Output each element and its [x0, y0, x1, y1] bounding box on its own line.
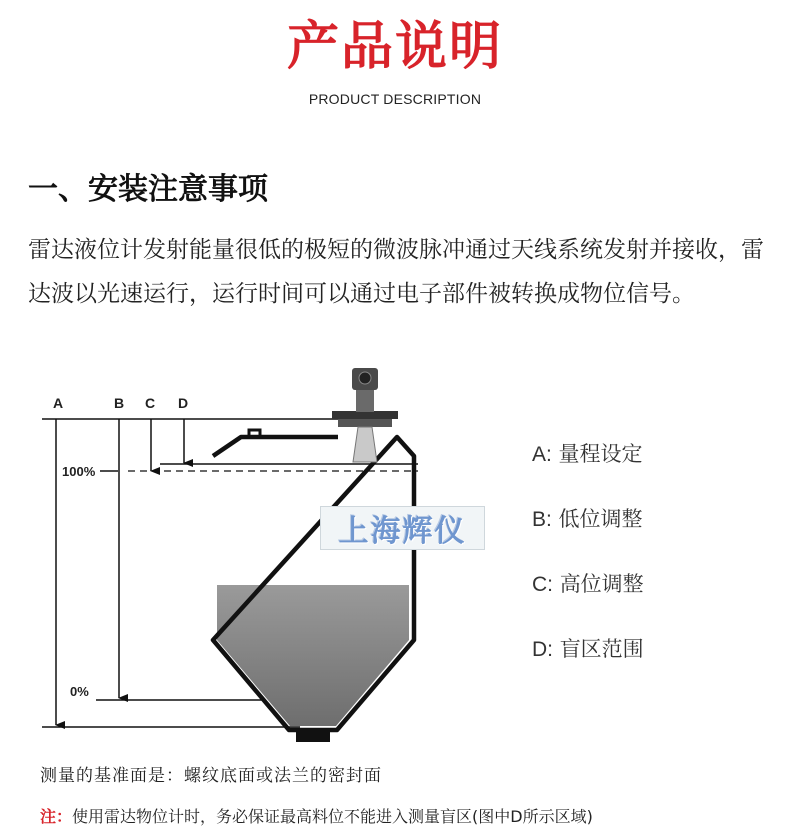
axis-label-b: B	[114, 395, 125, 411]
legend-text: 盲区范围	[559, 637, 644, 661]
axis-label-d: D	[178, 395, 189, 411]
axis-label-a: A	[53, 395, 64, 411]
section-body-text: 雷达液位计发射能量很低的极短的微波脉冲通过天线系统发射并接收，雷达波以光速运行，运行时间可以通过电子部件被转换成物位信号。	[28, 237, 764, 307]
legend-text: 高位调整	[559, 572, 644, 596]
warning-note	[40, 804, 785, 827]
legend-key: B:	[532, 508, 552, 531]
legend-item-b	[532, 503, 643, 533]
page-title: 产品说明	[286, 17, 503, 77]
warning-label: 注：	[40, 807, 73, 826]
legend-text: 量程设定	[558, 442, 643, 466]
level-0-label: 0%	[70, 684, 89, 699]
legend-key: A:	[532, 443, 552, 466]
measurement-base-note: 测量的基准面是：螺纹底面或法兰的密封面	[40, 766, 382, 786]
legend-item-d	[532, 633, 644, 663]
section-heading: 一、安装注意事项	[28, 172, 268, 207]
level-100-label: 100%	[62, 464, 96, 479]
tank-outlet	[296, 730, 330, 742]
legend-item-c	[532, 568, 644, 598]
legend-text: 低位调整	[558, 507, 643, 531]
axis-label-c: C	[145, 395, 156, 411]
legend-key: C:	[532, 573, 553, 596]
legend-item-a	[532, 438, 643, 468]
watermark-logo: 上海辉仪	[320, 506, 485, 550]
page-subtitle: PRODUCT DESCRIPTION	[308, 91, 482, 107]
legend-key: D:	[532, 638, 553, 661]
warning-text: 使用雷达物位计时，务必保证最高料位不能进入测量盲区(图中D所示区域)	[72, 807, 593, 826]
installation-diagram	[0, 358, 790, 758]
